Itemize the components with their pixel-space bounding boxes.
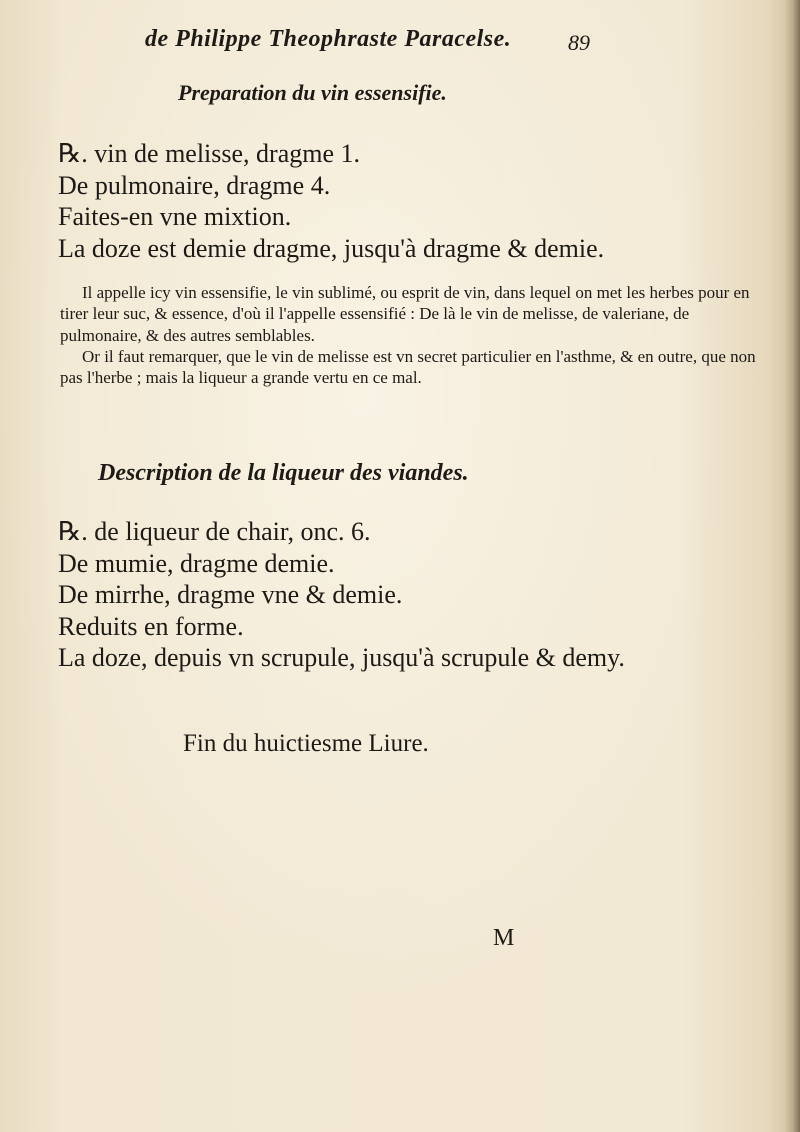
recipe-line: De mirrhe, dragme vne & demie.	[58, 580, 403, 609]
section-title-preparation: Preparation du vin essensifie.	[178, 80, 447, 105]
recipe-line: Reduits en forme.	[58, 611, 244, 641]
commentary-paragraph: Il appelle icy vin essensifie, le vin sublimé, ou esprit de vin, dans lequel on met les herbes pour en tirer leur suc, & essence, d'où il l'appelle essensifié : De là le vin de melisse, de valeriane, de pulmonaire, & des autres semblables.	[60, 283, 750, 345]
recipe-line: La doze est demie dragme, jusqu'à dragme & demie.	[58, 233, 605, 263]
section-title-description: Description de la liqueur des viandes.	[98, 460, 469, 486]
recipe-line: De pulmonaire, dragme 4.	[58, 170, 331, 200]
recipe-line: ℞. vin de melisse, dragme 1.	[58, 139, 361, 168]
commentary	[60, 282, 770, 388]
recipe-liqueur-viandes	[58, 516, 625, 674]
recipe-line: De mumie, dragme demie.	[58, 548, 335, 578]
recipe-line: ℞. de liqueur de chair, onc. 6.	[58, 517, 371, 546]
running-head: de Philippe Theophraste Paracelse.	[145, 26, 512, 52]
recipe-line: La doze, depuis vn scrupule, jusqu'à scrupule & demy.	[58, 643, 625, 672]
page-edge-shadow	[784, 0, 800, 1132]
closing-line: Fin du huictiesme Liure.	[183, 730, 429, 757]
recipe-line: Faites-en vne mixtion.	[58, 202, 292, 231]
recipe-vin-essensifie	[58, 138, 604, 264]
page-number: 89	[568, 30, 590, 55]
commentary-paragraph: Or il faut remarquer, que le vin de melisse est vn secret particulier en l'asthme, & en outre, que non pas l'herbe ; mais la liqueur a grande vertu en ce mal.	[60, 346, 756, 388]
signature-mark: M	[493, 925, 515, 951]
